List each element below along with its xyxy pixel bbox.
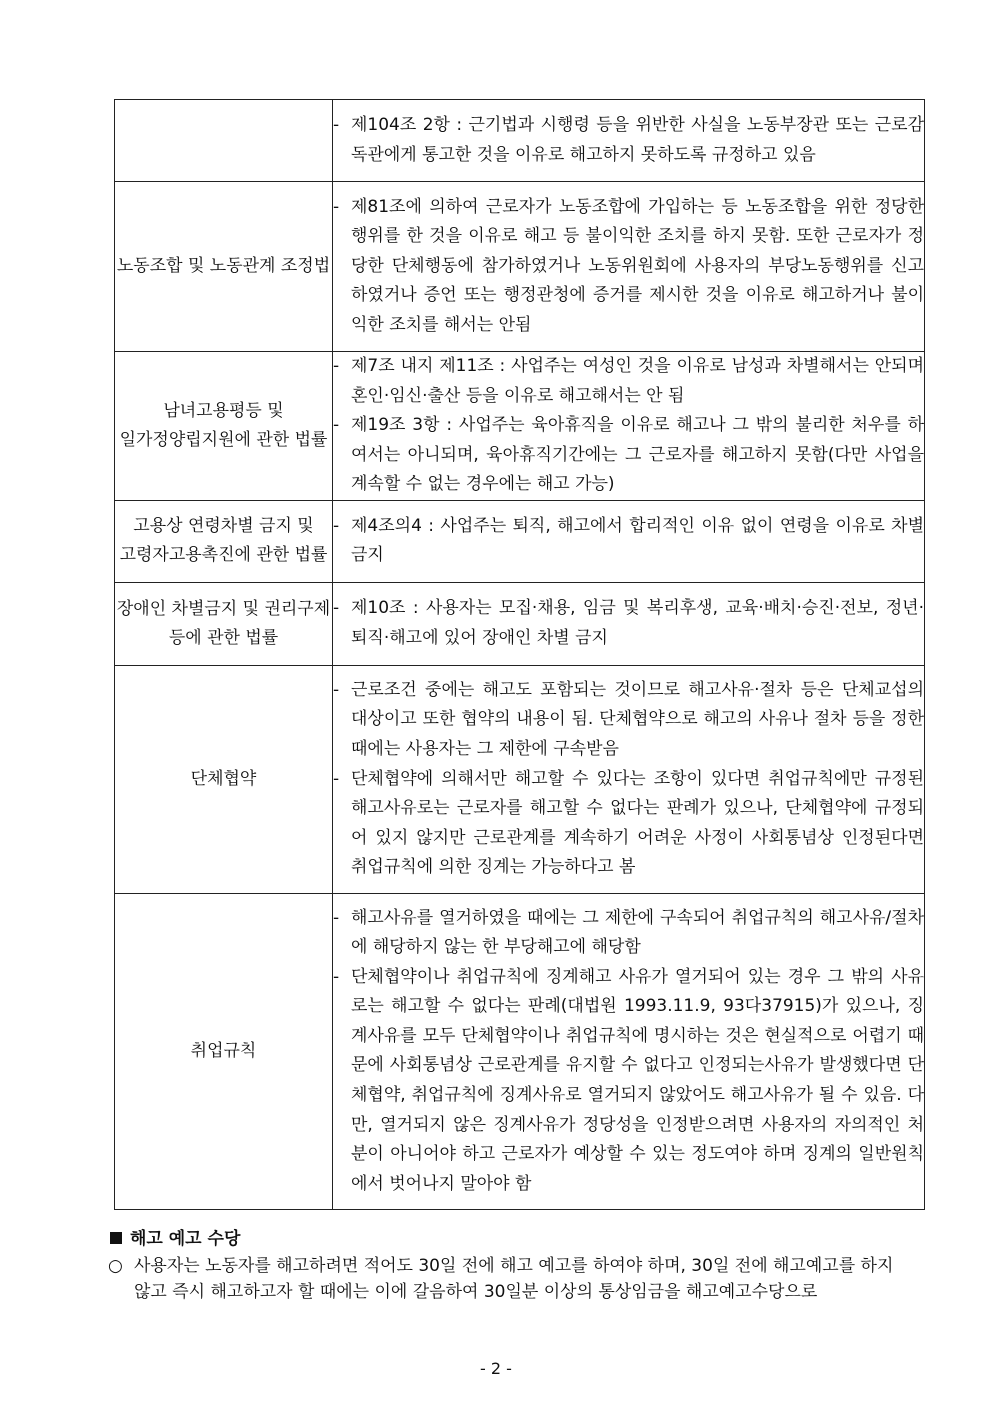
law-item: - 제4조의4 : 사업주는 퇴직, 해고에서 합리적인 이유 없이 연령을 이유로 차별 금지: [333, 512, 924, 571]
table-row: [115, 665, 925, 893]
law-table: [114, 99, 925, 1210]
law-desc-cell: [333, 893, 925, 1209]
law-item: - 단체협약에 의해서만 해고할 수 있다는 조항이 있다면 취업규칙에만 규정된 해고사유로는 근로자를 해고할 수 없다는 판례가 있으나, 단체협약에 규정되어 있지 않지만 근로관계를 계속하기 어려운 사정이 사회통념상 인정된다면 취업규칙에 의한 징계는 가능하다고 봄: [333, 765, 924, 883]
law-name-cell: 단체협약: [115, 665, 333, 893]
law-name-cell: 고용상 연령차별 금지 및 고령자고용촉진에 관한 법률: [115, 500, 333, 582]
law-desc-cell: [333, 500, 925, 582]
law-item: - 단체협약이나 취업규칙에 징계해고 사유가 열거되어 있는 경우 그 밖의 사유로는 해고할 수 없다는 판례(대법원 1993.11.9, 93다37915)가 있으나, 징계사유를 모두 단체협약이나 취업규칙에 명시하는 것은 현실적으로 어렵기 때문에 사회통념상 근로관계를 유지할 수 없다고 인정되는사유가 발생했다면 단체협약, 취업규칙에 징계사유로 열거되지 않았어도 해고사유가 될 수 있음. 다만, 열거되지 않은 징계사유가 정당성을 인정받으려면 사용자의 자의적인 처분이 아니어야 하고 근로자가 예상할 수 있는 정도여야 하며 징계의 일반원칙에서 벗어나지 말아야 함: [333, 963, 924, 1200]
law-item: - 근로조건 중에는 해고도 포함되는 것이므로 해고사유·절차 등은 단체교섭의 대상이고 또한 협약의 내용이 됨. 단체협약으로 해고의 사유나 절차 등을 정한 때에는 사용자는 그 제한에 구속받음: [333, 676, 924, 765]
law-desc-cell: [333, 182, 925, 352]
law-desc-cell: [333, 582, 925, 665]
law-item: - 제19조 3항 : 사업주는 육아휴직을 이유로 해고나 그 밖의 불리한 처우를 하여서는 아니되며, 육아휴직기간에는 그 근로자를 해고하지 못함(다만 사업을 계속할 수 없는 경우에는 해고 가능): [333, 411, 924, 500]
section-heading: [110, 1224, 240, 1249]
law-name-cell: 장애인 차별금지 및 권리구제 등에 관한 법률: [115, 582, 333, 665]
law-name-cell: 남녀고용평등 및 일가정양립지원에 관한 법률: [115, 352, 333, 501]
law-item: - 해고사유를 열거하였을 때에는 그 제한에 구속되어 취업규칙의 해고사유/절차에 해당하지 않는 한 부당해고에 해당함: [333, 904, 924, 963]
table-row: [115, 352, 925, 501]
section-title-text: 해고 예고 수당: [130, 1229, 241, 1249]
law-name-cell: [115, 100, 333, 182]
table-row: [115, 182, 925, 352]
law-desc-cell: [333, 665, 925, 893]
law-desc-cell: [333, 100, 925, 182]
law-desc-cell: [333, 352, 925, 501]
table-row: [115, 500, 925, 582]
section-paragraph: [108, 1253, 898, 1305]
circle-bullet-icon: ○: [108, 1256, 123, 1276]
table-row: [115, 893, 925, 1209]
paragraph-text: 사용자는 노동자를 해고하려면 적어도 30일 전에 해고 예고를 하여야 하며, 30일 전에 해고예고를 하지 않고 즉시 해고하고자 할 때에는 이에 갈음하여 30일분 이상의 통상임금을 해고예고수당으로: [134, 1256, 894, 1302]
law-name-cell: 취업규칙: [115, 893, 333, 1209]
law-item: - 제81조에 의하여 근로자가 노동조합에 가입하는 등 노동조합을 위한 정당한 행위를 한 것을 이유로 해고 등 불이익한 조치를 하지 못함. 또한 근로자가 정당한 단체행동에 참가하였거나 노동위원회에 사용자의 부당노동행위를 신고하였거나 증언 또는 행정관청에 증거를 제시한 것을 이유로 해고하거나 불이익한 조치를 해서는 안됨: [333, 193, 924, 341]
square-bullet-icon: [110, 1232, 122, 1244]
law-name-cell: 노동조합 및 노동관계 조정법: [115, 182, 333, 352]
table-row: [115, 582, 925, 665]
law-item: - 제10조 : 사용자는 모집·채용, 임금 및 복리후생, 교육·배치·승진·전보, 정년·퇴직·해고에 있어 장애인 차별 금지: [333, 594, 924, 653]
table-row: [115, 100, 925, 182]
law-item: - 제7조 내지 제11조 : 사업주는 여성인 것을 이유로 남성과 차별해서는 안되며 혼인·임신·출산 등을 이유로 해고해서는 안 됨: [333, 352, 924, 411]
law-item: - 제104조 2항 : 근기법과 시행령 등을 위반한 사실을 노동부장관 또는 근로감독관에게 통고한 것을 이유로 해고하지 못하도록 규정하고 있음: [333, 111, 924, 170]
page-number: - 2 -: [480, 1359, 512, 1378]
